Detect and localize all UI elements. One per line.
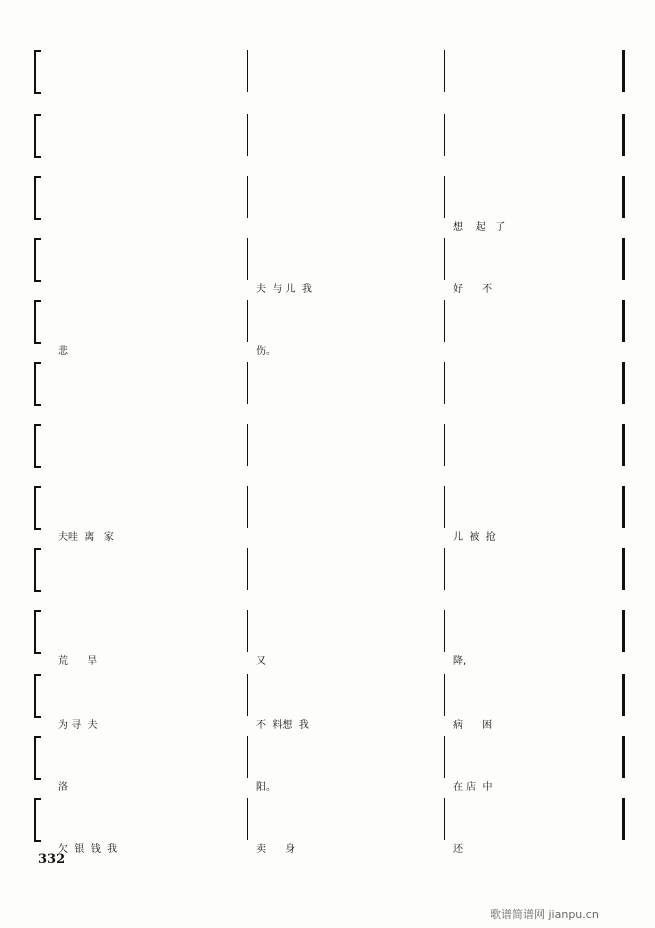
system-bracket	[34, 424, 41, 468]
lyrics-line	[52, 404, 624, 418]
barline	[444, 486, 445, 528]
score-system	[34, 608, 630, 667]
barline	[444, 50, 445, 92]
barline	[444, 548, 445, 590]
lyrics-line	[52, 92, 624, 106]
lyric: 阳。	[256, 782, 276, 793]
barline	[444, 674, 445, 716]
system-bracket	[34, 50, 41, 94]
system-bracket	[34, 486, 41, 530]
watermark: 歌谱简谱网 jianpu.cn	[490, 908, 599, 921]
lyric: 想 起 了	[453, 222, 506, 233]
barline	[444, 362, 445, 404]
barline	[444, 736, 445, 778]
page-number: 332	[38, 852, 66, 867]
score-system	[34, 298, 630, 357]
system-bracket	[34, 300, 41, 344]
barline	[247, 548, 248, 590]
barline	[444, 300, 445, 342]
lyric: 还	[453, 844, 463, 855]
lyric: 悲	[58, 346, 68, 357]
score-system	[34, 672, 630, 731]
barline	[622, 50, 625, 92]
score-system	[34, 546, 630, 592]
barline	[247, 300, 248, 342]
system-bracket	[34, 362, 41, 406]
lyric: 伤。	[256, 346, 276, 357]
score-system	[34, 112, 630, 158]
lyrics-line	[52, 652, 624, 666]
barline	[247, 798, 248, 840]
barline	[247, 362, 248, 404]
lyric: 降,	[453, 656, 467, 667]
lyric: 荒 旱	[58, 656, 98, 667]
barline	[622, 114, 625, 156]
barline	[622, 610, 625, 652]
barline	[247, 486, 248, 528]
score-system	[34, 360, 630, 406]
lyric: 夫哇 离 家	[58, 532, 114, 543]
barline	[622, 736, 625, 778]
barline	[622, 176, 625, 218]
lyrics-line	[52, 156, 624, 170]
system-bracket	[34, 736, 41, 780]
barline	[247, 176, 248, 218]
lyrics-line	[52, 342, 624, 356]
lyric: 又	[256, 656, 266, 667]
score-system	[34, 174, 630, 233]
score-system	[34, 796, 630, 855]
system-bracket	[34, 114, 41, 158]
lyric: 夫 与 儿 我	[256, 284, 312, 295]
barline	[444, 424, 445, 466]
lyrics-line	[52, 280, 624, 294]
lyrics-line	[52, 590, 624, 604]
lyric: 欠 银 钱 我	[58, 844, 118, 855]
barline	[622, 486, 625, 528]
barline	[247, 674, 248, 716]
lyric: 洛	[58, 782, 68, 793]
lyric: 卖 身	[256, 844, 296, 855]
barline	[622, 548, 625, 590]
lyric: 在 店 中	[453, 782, 493, 793]
barline	[622, 238, 625, 280]
barline	[247, 114, 248, 156]
lyric: 好 不	[453, 284, 493, 295]
lyrics-line	[52, 466, 624, 480]
system-bracket	[34, 176, 41, 220]
barline	[444, 610, 445, 652]
lyrics-line	[52, 716, 624, 730]
lyric: 病 困	[453, 720, 493, 731]
barline	[247, 50, 248, 92]
lyric: 不 料想 我	[256, 720, 309, 731]
system-bracket	[34, 798, 41, 842]
score-system	[34, 236, 630, 295]
lyrics-line	[52, 778, 624, 792]
system-bracket	[34, 610, 41, 654]
barline	[444, 238, 445, 280]
barline	[622, 424, 625, 466]
barline	[247, 424, 248, 466]
score-system	[34, 734, 630, 793]
barline	[622, 674, 625, 716]
lyrics-line	[52, 840, 624, 854]
barline	[247, 238, 248, 280]
barline	[622, 798, 625, 840]
score-system	[34, 422, 630, 468]
lyric: 儿 被 抢	[453, 532, 496, 543]
barline	[622, 300, 625, 342]
lyric: 为 寻 夫	[58, 720, 98, 731]
barline	[444, 176, 445, 218]
score-system	[34, 484, 630, 543]
system-bracket	[34, 674, 41, 718]
barline	[247, 610, 248, 652]
system-bracket	[34, 238, 41, 282]
barline	[247, 736, 248, 778]
barline	[444, 114, 445, 156]
barline	[444, 798, 445, 840]
lyrics-line	[52, 528, 624, 542]
score-system	[34, 48, 630, 94]
system-bracket	[34, 548, 41, 592]
lyrics-line	[52, 218, 624, 232]
barline	[622, 362, 625, 404]
